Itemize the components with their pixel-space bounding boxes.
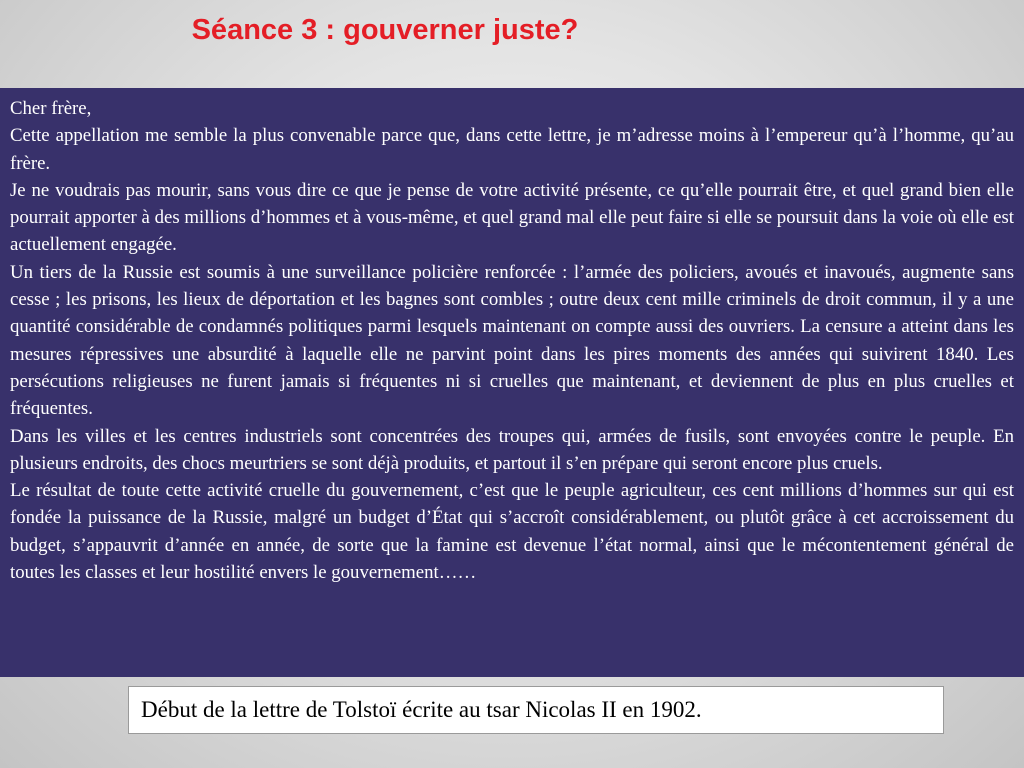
letter-paragraph: Un tiers de la Russie est soumis à une surveillance policière renforcée : l’armée des policiers, avoués et inavoués, augmente sans cesse ; les prisons, les lieux de déportation et les bagnes sont combles ; outre deux cent mille criminels de droit commun, il y a une quantité considérable de condamnés politiques parmi lesquels maintenant on compte aussi des ouvriers. La censure a atteint dans les mesures répressives une absurdité à laquelle elle ne parvint point dans les pires moments des années qui suivirent 1840. Les persécutions religieuses ne furent jamais si fréquentes ni si cruelles que maintenant, et deviennent de plus en plus cruelles et fréquentes.	[10, 261, 1014, 420]
letter-text-box	[0, 88, 1024, 677]
letter-paragraph: Le résultat de toute cette activité cruelle du gouvernement, c’est que le peuple agriculteur, ces cent millions d’hommes sur qui est fondée la puissance de la Russie, malgré un budget d’État qui s’accroît considérablement, ou plutôt grâce à cet accroissement du budget, s’appauvrit d’année en année, de sorte que la famine est devenue l’état normal, ainsi que le mécontentement général de toutes les classes et leur hostilité envers le gouvernement……	[10, 480, 1014, 584]
letter-salutation: Cher frère,	[10, 98, 92, 119]
letter-paragraph: Je ne voudrais pas mourir, sans vous dire ce que je pense de votre activité présente, ce qu’elle pourrait être, et quel grand bien elle pourrait apporter à des millions d’hommes et à vous-même, et quel grand mal elle peut faire si elle se poursuit dans la voie où elle est actuellement engagée.	[10, 179, 1014, 256]
caption-box	[128, 686, 944, 734]
caption-text: Début de la lettre de Tolstoï écrite au tsar Nicolas II en 1902.	[141, 697, 702, 722]
slide-title: Séance 3 : gouverner juste?	[191, 14, 579, 46]
letter-paragraph: Cette appellation me semble la plus convenable parce que, dans cette lettre, je m’adresse moins à l’empereur qu’à l’homme, qu’au frère.	[10, 125, 1014, 174]
letter-paragraph: Dans les villes et les centres industriels sont concentrées des troupes qui, armées de fusils, sont envoyées contre le peuple. En plusieurs endroits, des chocs meurtriers se sont déjà produits, et partout il s’en prépare qui seront encore plus cruels.	[10, 425, 1014, 474]
